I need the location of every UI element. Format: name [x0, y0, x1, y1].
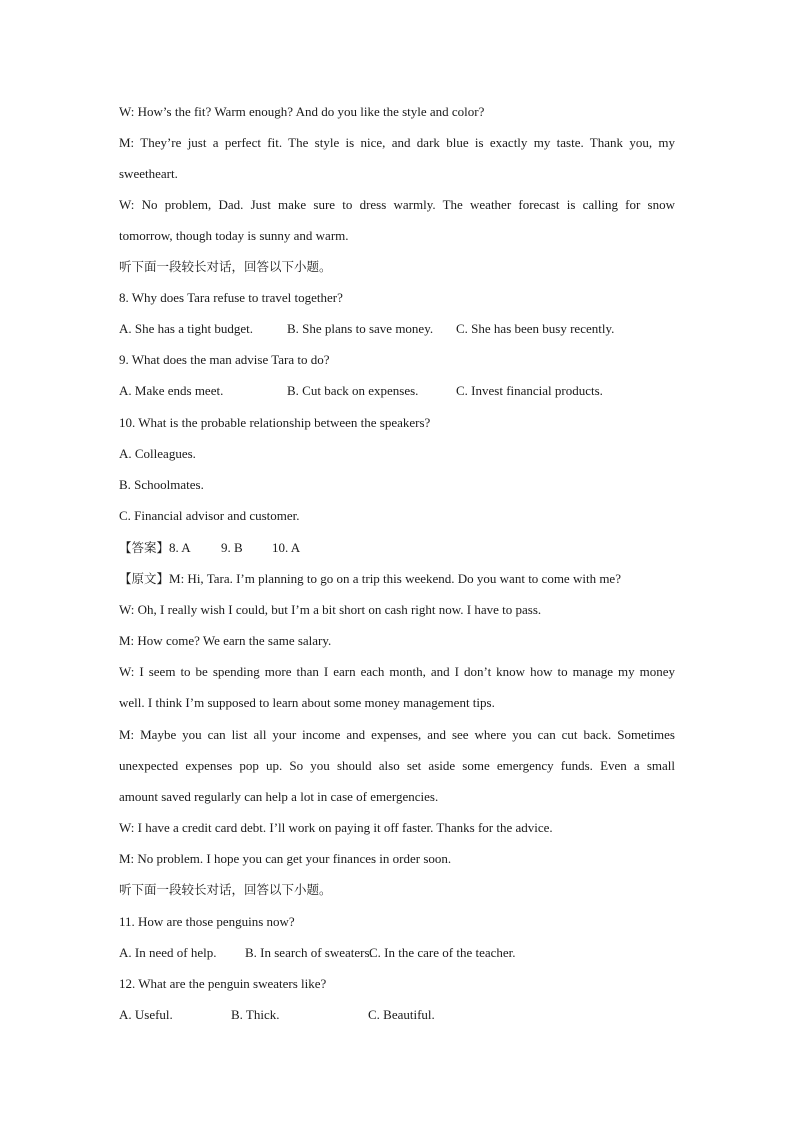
option-a: A. Useful.	[119, 1007, 173, 1022]
transcript-label: 【原文】	[119, 571, 170, 586]
option-a: A. Colleagues.	[119, 446, 196, 461]
question-stem: 9. What does the man advise Tara to do?	[119, 352, 330, 367]
answer-9: 9. B	[221, 540, 243, 555]
transcript-line: M: Maybe you can list all your income and expenses, and see where you can cut back. Sometimes	[119, 727, 675, 742]
question-options	[119, 945, 675, 961]
question-options	[119, 383, 675, 399]
option-b: B. In search of sweaters.	[245, 945, 373, 960]
option-b: B. Thick.	[231, 1007, 280, 1022]
transcript-line: well. I think I’m supposed to learn about some money management tips.	[119, 695, 495, 710]
option-c: C. Invest financial products.	[456, 383, 603, 398]
transcript-line: M: No problem. I hope you can get your finances in order soon.	[119, 851, 452, 866]
option-b: B. Schoolmates.	[119, 477, 204, 492]
question-options	[119, 321, 675, 337]
transcript-line: amount saved regularly can help a lot in case of emergencies.	[119, 789, 439, 804]
dialogue-line: sweetheart.	[119, 166, 178, 181]
transcript-line: W: I have a credit card debt. I’ll work on paying it off faster. Thanks for the advice.	[119, 820, 553, 835]
transcript-line: unexpected expenses pop up. So you should also set aside some emergency funds. Even a small	[119, 758, 675, 773]
option-c: C. Beautiful.	[368, 1007, 435, 1022]
answer-label: 【答案】	[119, 540, 170, 555]
transcript-line: M: How come? We earn the same salary.	[119, 633, 332, 648]
transcript-first-line	[119, 571, 675, 587]
transcript-line: W: I seem to be spending more than I earn each month, and I don’t know how to manage my money	[119, 664, 675, 679]
dialogue-line: W: No problem, Dad. Just make sure to dress warmly. The weather forecast is calling for snow	[119, 197, 675, 212]
dialogue-line: M: They’re just a perfect fit. The style is nice, and dark blue is exactly my taste. Thank you, my	[119, 135, 675, 150]
option-c: C. Financial advisor and customer.	[119, 508, 300, 523]
option-b: B. She plans to save money.	[287, 321, 434, 336]
answer-10: 10. A	[272, 540, 301, 555]
dialogue-line: W: How’s the fit? Warm enough? And do you like the style and color?	[119, 104, 485, 119]
option-a: A. She has a tight budget.	[119, 321, 253, 336]
transcript-line: W: Oh, I really wish I could, but I’m a bit short on cash right now. I have to pass.	[119, 602, 542, 617]
option-a: A. In need of help.	[119, 945, 217, 960]
section-instruction: 听下面一段较长对话，回答以下小题。	[119, 259, 332, 274]
question-stem: 10. What is the probable relationship between the speakers?	[119, 415, 431, 430]
section-instruction: 听下面一段较长对话，回答以下小题。	[119, 882, 332, 897]
question-stem: 8. Why does Tara refuse to travel together?	[119, 290, 343, 305]
option-b: B. Cut back on expenses.	[287, 383, 419, 398]
question-options	[119, 1007, 675, 1023]
question-stem: 12. What are the penguin sweaters like?	[119, 976, 327, 991]
option-a: A. Make ends meet.	[119, 383, 224, 398]
option-c: C. In the care of the teacher.	[369, 945, 516, 960]
dialogue-line: tomorrow, though today is sunny and warm.	[119, 228, 349, 243]
question-stem: 11. How are those penguins now?	[119, 914, 295, 929]
answer-line	[119, 540, 675, 556]
option-c: C. She has been busy recently.	[456, 321, 615, 336]
answer-8: 8. A	[169, 540, 191, 555]
transcript-line: M: Hi, Tara. I’m planning to go on a trip this weekend. Do you want to come with me?	[169, 571, 621, 586]
